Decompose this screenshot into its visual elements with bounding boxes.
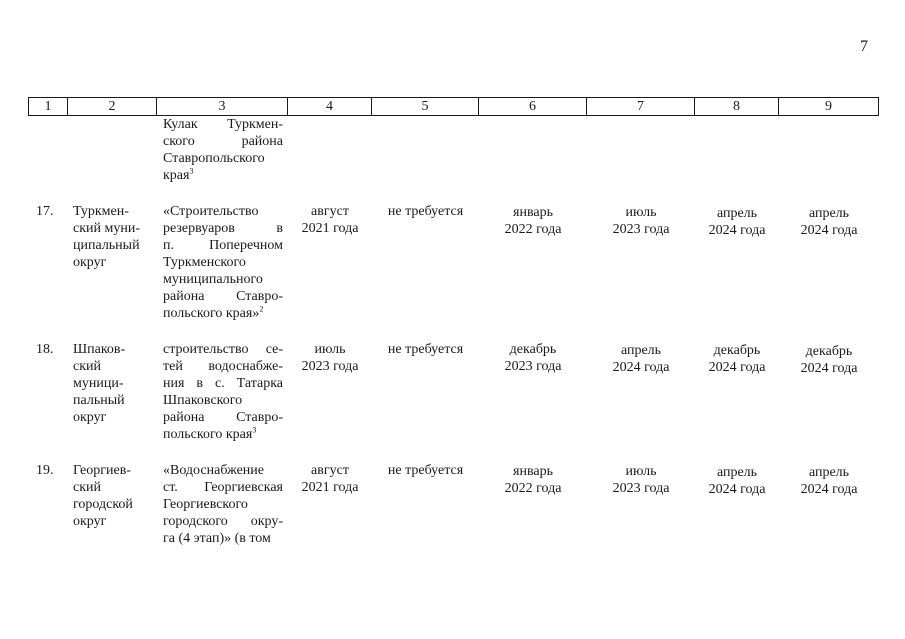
construction-end-date: апрель 2024 года (612, 343, 670, 375)
column-number-9: 9 (779, 98, 879, 116)
page-number: 7 (860, 38, 868, 55)
construction-start-date: январь 2022 года (504, 205, 562, 237)
district-name: Шпаков- ский муници- пальный округ (73, 342, 126, 425)
registration-date: апрель 2024 года (800, 465, 858, 497)
construction-start-date: декабрь 2023 года (504, 342, 562, 374)
footnote-marker: 3 (252, 425, 257, 435)
commissioning-date: апрель 2024 года (708, 206, 766, 238)
row-number: 19. (36, 463, 54, 478)
construction-end-date: июль 2023 года (612, 464, 670, 496)
footnote-marker: 3 (189, 166, 194, 176)
construction-start-date: январь 2022 года (504, 464, 562, 496)
commissioning-date: декабрь 2024 года (708, 343, 766, 375)
column-number-5: 5 (372, 98, 479, 116)
column-number-3: 3 (157, 98, 288, 116)
district-name: Георгиев- ский городской округ (73, 463, 133, 529)
design-start-date: август 2021 года (301, 204, 359, 236)
registration-date: апрель 2024 года (800, 206, 858, 238)
registration-date: декабрь 2024 года (800, 344, 858, 376)
object-name: строительство се- тей водоснабже- ния в с. Татарка Шпаковского района Ставро- польского края$^3$ (163, 342, 283, 442)
district-name: Туркмен- ский муни- ципальный округ (73, 204, 141, 270)
design-start-date: август 2021 года (301, 463, 359, 495)
row-number: 17. (36, 204, 54, 219)
object-name: «Строительство резервуаров в п. Поперечном Туркменского муниципального района Ставро- польского края»$^2$ (163, 204, 283, 321)
column-number-2: 2 (68, 98, 157, 116)
footnote-marker: 2 (259, 304, 264, 314)
column-number-6: 6 (479, 98, 587, 116)
expertise-status: не требуется (387, 463, 464, 478)
design-start-date: июль 2023 года (301, 342, 359, 374)
object-name: Кулак Туркмен- ского района Ставропольского края$^3$ (163, 117, 283, 183)
object-name: «Водоснабжение ст. Георгиевская Георгиевского городского окру- га (4 этап)» (в том (163, 463, 283, 546)
column-number-7: 7 (587, 98, 695, 116)
expertise-status: не требуется (387, 342, 464, 357)
expertise-status: не требуется (387, 204, 464, 219)
row-number: 18. (36, 342, 54, 357)
column-number-4: 4 (288, 98, 372, 116)
column-number-header (28, 97, 879, 116)
commissioning-date: апрель 2024 года (708, 465, 766, 497)
construction-end-date: июль 2023 года (612, 205, 670, 237)
column-number-8: 8 (695, 98, 779, 116)
column-number-1: 1 (29, 98, 68, 116)
